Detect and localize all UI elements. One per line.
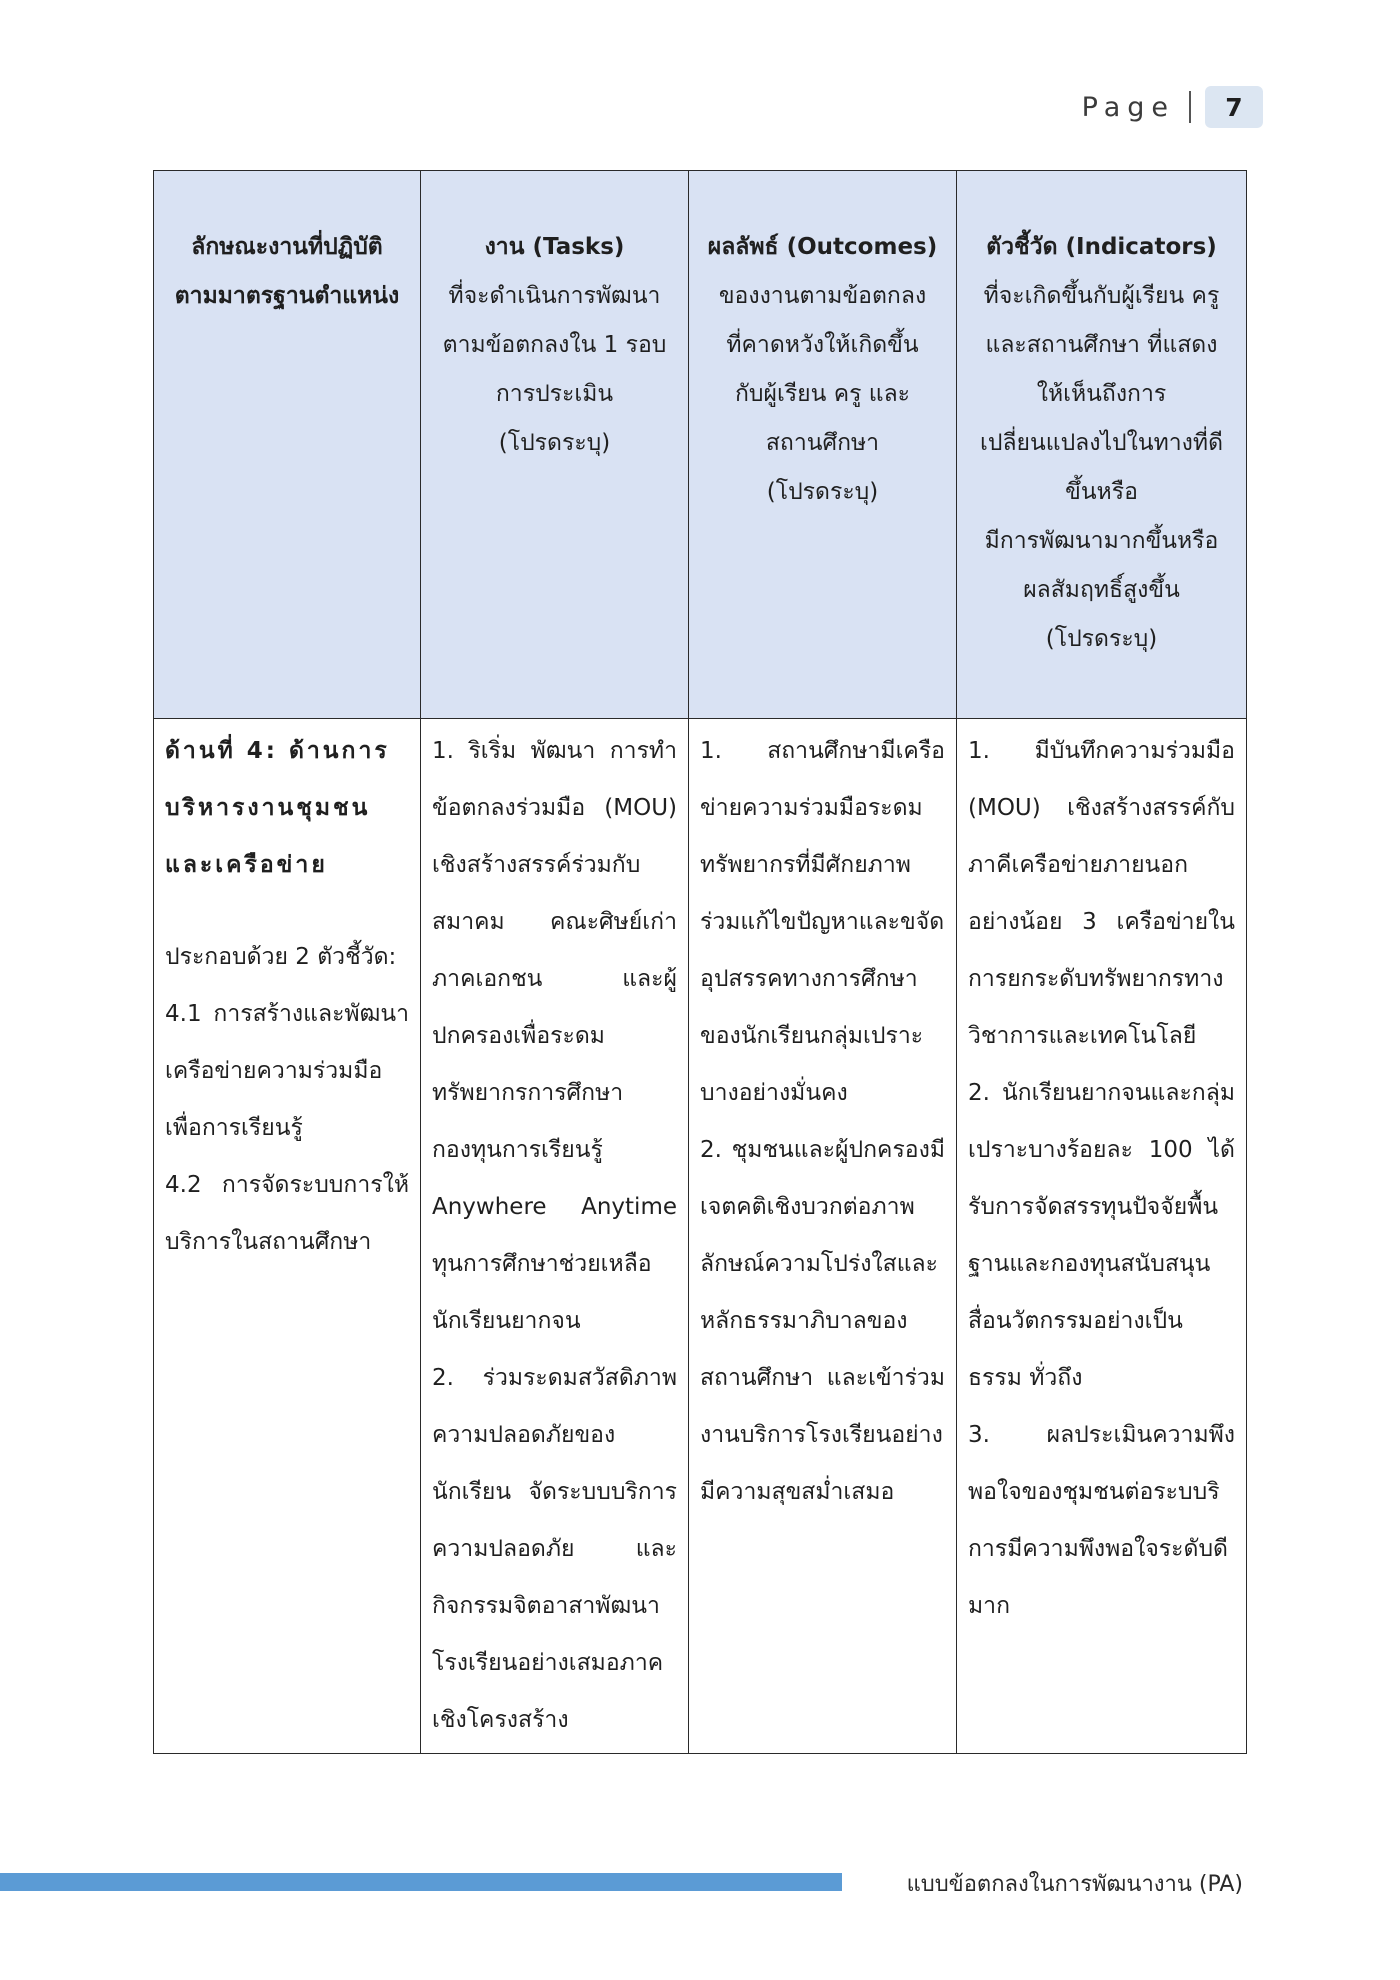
header-outcomes-line: ที่คาดหวังให้เกิดขึ้น <box>726 332 919 358</box>
area-detail: ประกอบด้วย 2 ตัวชี้วัด: 4.1 การสร้างและพัฒนาเครือข่ายความร่วมมือเพื่อการเรียนรู้ 4.2 การจัดระบบการให้บริการในสถานศึกษา <box>165 944 409 1255</box>
header-indicators-line: ขึ้นหรือ <box>1065 479 1138 505</box>
page-header <box>1082 86 1263 128</box>
area-spacer <box>165 894 409 929</box>
header-standard-title: ลักษณะงานที่ปฏิบัติ <box>191 234 383 260</box>
header-tasks-line: ตามข้อตกลงใน 1 รอบ <box>442 332 667 358</box>
tasks-text: 1. ริเริ่ม พัฒนา การทำข้อตกลงร่วมมือ (MOU) เชิงสร้างสรรค์ร่วมกับสมาคม คณะศิษย์เก่า ภาคเอกชน และผู้ปกครองเพื่อระดมทรัพยากรการศึกษา กองทุนการเรียนรู้ Anywhere Anytime ทุนการศึกษาช่วยเหลือนักเรียนยากจน 2. ร่วมระดมสวัสดิภาพความปลอดภัยของนักเรียน จัดระบบบริการความปลอดภัย และกิจกรรมจิตอาสาพัฒนาโรงเรียนอย่างเสมอภาคเชิงโครงสร้าง <box>432 738 677 1733</box>
indicators-text: 1. มีบันทึกความร่วมมือ (MOU) เชิงสร้างสรรค์กับภาคีเครือข่ายภายนอกอย่างน้อย 3 เครือข่ายในการยกระดับทรัพยากรทางวิชาการและเทคโนโลยี 2. นักเรียนยากจนและกลุ่มเปราะบางร้อยละ 100 ได้รับการจัดสรรทุนปัจจัยพื้นฐานและกองทุนสนับสนุนสื่อนวัตกรรมอย่างเป็นธรรม ทั่วถึง 3. ผลประเมินความพึงพอใจของชุมชนต่อระบบริการมีความพึงพอใจระดับดีมาก <box>968 738 1235 1619</box>
header-outcomes <box>689 171 957 719</box>
area-title: ด้านที่ 4: ด้านการบริหารงานชุมชนและเครือข่าย <box>165 738 390 878</box>
header-indicators-line: ที่จะเกิดขึ้นกับผู้เรียน ครู <box>983 283 1220 309</box>
header-standard-position <box>154 171 421 719</box>
header-indicators-line: ผลสัมฤทธิ์สูงขึ้น <box>1023 577 1180 603</box>
page-separator <box>1189 91 1191 123</box>
header-tasks-line: การประเมิน <box>495 381 614 407</box>
header-tasks <box>421 171 689 719</box>
cell-outcomes <box>689 719 957 1754</box>
page-number: 7 <box>1205 86 1263 128</box>
header-indicators-line: (โปรดระบุ) <box>1045 626 1158 652</box>
header-indicators-line: และสถานศึกษา ที่แสดง <box>985 332 1218 358</box>
cell-area <box>154 719 421 1754</box>
header-indicators-line: เปลี่ยนแปลงไปในทางที่ดี <box>979 430 1224 456</box>
header-outcomes-line: ของงานตามข้อตกลง <box>718 283 927 309</box>
cell-tasks <box>421 719 689 1754</box>
header-standard-title-line2: ตามมาตรฐานตำแหน่ง <box>174 283 400 309</box>
outcomes-text: 1. สถานศึกษามีเครือข่ายความร่วมมือระดมทรัพยากรที่มีศักยภาพร่วมแก้ไขปัญหาและขจัดอุปสรรคทางการศึกษาของนักเรียนกลุ่มเปราะบางอย่างมั่นคง 2. ชุมชนและผู้ปกครองมีเจตคติเชิงบวกต่อภาพลักษณ์ความโปร่งใสและหลักธรรมาภิบาลของสถานศึกษา และเข้าร่วมงานบริการโรงเรียนอย่างมีความสุขสม่ำเสมอ <box>700 738 945 1505</box>
header-outcomes-line: กับผู้เรียน ครู และ <box>734 381 911 407</box>
footer-accent-bar <box>0 1873 842 1891</box>
pa-agreement-table <box>153 170 1247 1754</box>
cell-indicators <box>957 719 1247 1754</box>
header-outcomes-line: (โปรดระบุ) <box>766 479 879 505</box>
table-row <box>154 719 1247 1754</box>
header-indicators-line: ให้เห็นถึงการ <box>1036 381 1167 407</box>
header-indicators-title: ตัวชี้วัด (Indicators) <box>986 234 1217 260</box>
footer-document-title: แบบข้อตกลงในการพัฒนางาน (PA) <box>906 1872 1243 1897</box>
header-tasks-title: งาน (Tasks) <box>484 234 625 260</box>
header-indicators <box>957 171 1247 719</box>
header-outcomes-line: สถานศึกษา <box>765 430 880 456</box>
header-outcomes-title: ผลลัพธ์ (Outcomes) <box>707 234 938 260</box>
header-tasks-line: ที่จะดำเนินการพัฒนา <box>448 283 661 309</box>
table-header-row <box>154 171 1247 719</box>
header-indicators-line: มีการพัฒนามากขึ้นหรือ <box>984 528 1219 554</box>
page-label: Page <box>1081 91 1175 123</box>
header-tasks-line: (โปรดระบุ) <box>498 430 611 456</box>
